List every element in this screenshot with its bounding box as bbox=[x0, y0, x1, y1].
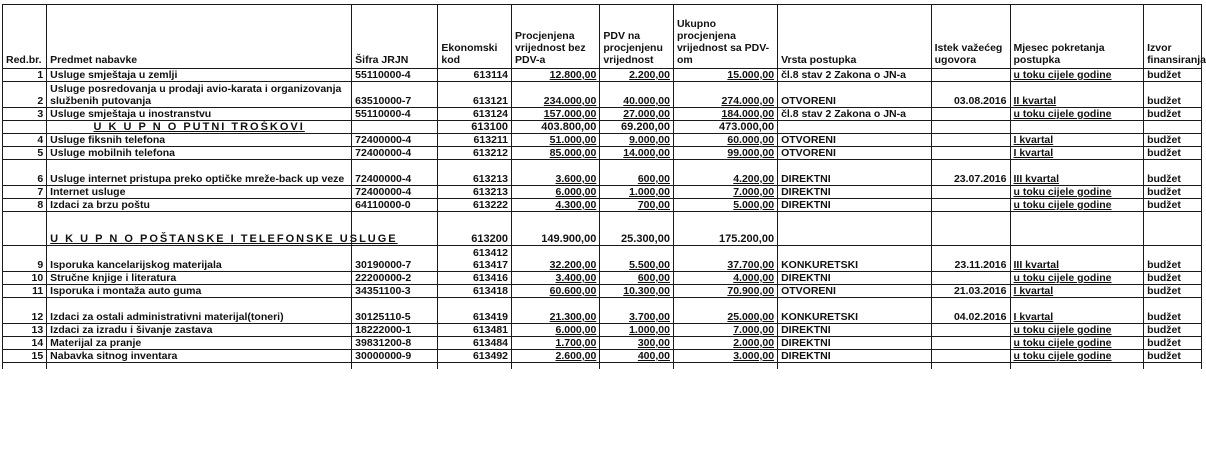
cell-kod: 613222 bbox=[438, 199, 512, 212]
cell-vrsta: čl.8 stav 2 Zakona o JN-a bbox=[778, 108, 932, 121]
cell-mjesec: I kvartal bbox=[1010, 134, 1144, 147]
cell-bez-pdv: 60.600,00 bbox=[512, 285, 600, 298]
cell-bez-pdv: 3.400,00 bbox=[512, 272, 600, 285]
cell-pdv: 700,00 bbox=[600, 199, 674, 212]
cell-ukupno: 175.200,00 bbox=[673, 212, 777, 246]
cell-ukupno: 37.700,00 bbox=[673, 246, 777, 272]
cell-predmet: Izdaci za brzu poštu bbox=[47, 199, 352, 212]
cell-bez-pdv: 4.300,00 bbox=[512, 199, 600, 212]
cell-bez-pdv: 3.600,00 bbox=[512, 160, 600, 186]
cell-sifra: 30000000-9 bbox=[352, 350, 438, 363]
cell-ukupno: 473.000,00 bbox=[673, 121, 777, 134]
header-bez-pdv: Procjenjena vrijednost bez PDV-a bbox=[512, 5, 600, 69]
cell-mjesec: u toku cijele godine bbox=[1010, 337, 1144, 350]
cell-sifra: 30125110-5 bbox=[352, 298, 438, 324]
cell-bez-pdv: 1.700,00 bbox=[512, 337, 600, 350]
cell-vrsta: DIREKTNI bbox=[778, 272, 932, 285]
cell-istek: 04.02.2016 bbox=[931, 298, 1010, 324]
cell-vrsta: OTVORENI bbox=[778, 285, 932, 298]
cell-sifra: 39831200-8 bbox=[352, 337, 438, 350]
cell-sifra: 22200000-2 bbox=[352, 272, 438, 285]
cell-sifra: 18222000-1 bbox=[352, 324, 438, 337]
cell-pdv: 400,00 bbox=[600, 350, 674, 363]
cell-pdv: 1.000,00 bbox=[600, 186, 674, 199]
cell-mjesec: u toku cijele godine bbox=[1010, 350, 1144, 363]
cell-rb: 13 bbox=[3, 324, 47, 337]
cell-predmet: Usluge posredovanja u prodaji avio-karata i organizovanja službenih putovanja bbox=[47, 82, 352, 108]
cell-izvor: budžet bbox=[1144, 324, 1202, 337]
cell-istek bbox=[931, 199, 1010, 212]
table-row bbox=[3, 186, 1202, 199]
cell-istek bbox=[931, 186, 1010, 199]
cell-kod: 613200 bbox=[438, 212, 512, 246]
cell-rb: 14 bbox=[3, 337, 47, 350]
cell-istek: 03.08.2016 bbox=[931, 82, 1010, 108]
cell-pdv: 600,00 bbox=[600, 160, 674, 186]
cell-mjesec: u toku cijele godine bbox=[1010, 272, 1144, 285]
cell-istek: 23.11.2016 bbox=[931, 246, 1010, 272]
cell-istek bbox=[931, 350, 1010, 363]
cell-pdv: 69.200,00 bbox=[600, 121, 674, 134]
cell-kod: 613418 bbox=[438, 285, 512, 298]
cell-pdv: 27.000,00 bbox=[600, 108, 674, 121]
cell-rb: 11 bbox=[3, 285, 47, 298]
cell-ukupno: 15.000,00 bbox=[673, 69, 777, 82]
header-row bbox=[3, 5, 1202, 69]
cell-rb: 10 bbox=[3, 272, 47, 285]
table-row bbox=[3, 298, 1202, 324]
cell-izvor: budžet bbox=[1144, 82, 1202, 108]
cell-predmet: Stručne knjige i literatura bbox=[47, 272, 352, 285]
cell-sifra: 55110000-4 bbox=[352, 69, 438, 82]
cell-izvor: budžet bbox=[1144, 69, 1202, 82]
subtotal-row bbox=[3, 121, 1202, 134]
cell-mjesec: I kvartal bbox=[1010, 298, 1144, 324]
cell-kod: 613100 bbox=[438, 121, 512, 134]
header-rb: Red.br. bbox=[3, 5, 47, 69]
cell-predmet: Nabavka sitnog inventara bbox=[47, 350, 352, 363]
cell-vrsta: DIREKTNI bbox=[778, 160, 932, 186]
cell-ukupno: 5.000,00 bbox=[673, 199, 777, 212]
cell-istek bbox=[931, 324, 1010, 337]
cell-rb: 8 bbox=[3, 199, 47, 212]
cell-mjesec: I kvartal bbox=[1010, 285, 1144, 298]
cell-izvor: budžet bbox=[1144, 350, 1202, 363]
cell-vrsta: čl.8 stav 2 Zakona o JN-a bbox=[778, 69, 932, 82]
cell-rb: 4 bbox=[3, 134, 47, 147]
cell-istek bbox=[931, 337, 1010, 350]
cell-sifra: 55110000-4 bbox=[352, 108, 438, 121]
cell-izvor: budžet bbox=[1144, 285, 1202, 298]
cell-vrsta: OTVORENI bbox=[778, 147, 932, 160]
cell-rb: 1 bbox=[3, 69, 47, 82]
cell-sifra: 34351100-3 bbox=[352, 285, 438, 298]
cell-predmet: Usluge smještaja u inostranstvu bbox=[47, 108, 352, 121]
cell-pdv: 300,00 bbox=[600, 337, 674, 350]
cell-ukupno: 7.000,00 bbox=[673, 324, 777, 337]
cell-rb: 12 bbox=[3, 298, 47, 324]
cell-sifra: 72400000-4 bbox=[352, 147, 438, 160]
cell-ukupno: 70.900,00 bbox=[673, 285, 777, 298]
cell-mjesec: u toku cijele godine bbox=[1010, 186, 1144, 199]
cell-rb: 7 bbox=[3, 186, 47, 199]
cell-rb: 3 bbox=[3, 108, 47, 121]
cell-mjesec: II kvartal bbox=[1010, 82, 1144, 108]
cell-vrsta: DIREKTNI bbox=[778, 350, 932, 363]
cell-pdv: 9.000,00 bbox=[600, 134, 674, 147]
cell-vrsta: DIREKTNI bbox=[778, 199, 932, 212]
cell-kod: 613481 bbox=[438, 324, 512, 337]
cell-izvor: budžet bbox=[1144, 337, 1202, 350]
cell-izvor bbox=[1144, 212, 1202, 246]
cell-predmet: Usluge fiksnih telefona bbox=[47, 134, 352, 147]
cell-istek bbox=[931, 134, 1010, 147]
cell-predmet: Isporuka i montaža auto guma bbox=[47, 285, 352, 298]
cell-bez-pdv: 6.000,00 bbox=[512, 186, 600, 199]
table-row bbox=[3, 134, 1202, 147]
cell-bez-pdv: 32.200,00 bbox=[512, 246, 600, 272]
table-row bbox=[3, 350, 1202, 363]
header-istek: Istek važećeg ugovora bbox=[931, 5, 1010, 69]
table-row bbox=[3, 147, 1202, 160]
cell-kod: 613412 613417 bbox=[438, 246, 512, 272]
cell-pdv: 600,00 bbox=[600, 272, 674, 285]
cell-mjesec: u toku cijele godine bbox=[1010, 69, 1144, 82]
cell-ukupno: 184.000,00 bbox=[673, 108, 777, 121]
subtotal-row bbox=[3, 212, 1202, 246]
cell-ukupno: 25.000,00 bbox=[673, 298, 777, 324]
cell-rb: 2 bbox=[3, 82, 47, 108]
cell-bez-pdv: 51.000,00 bbox=[512, 134, 600, 147]
header-pdv: PDV na procjenjenu vrijednost bbox=[600, 5, 674, 69]
cell-sifra: 72400000-4 bbox=[352, 186, 438, 199]
cell-sifra: 64110000-0 bbox=[352, 199, 438, 212]
cell-izvor: budžet bbox=[1144, 160, 1202, 186]
cell-predmet: Isporuka kancelarijskog materijala bbox=[47, 246, 352, 272]
header-ukupno: Ukupno procjenjena vrijednost sa PDV-om bbox=[673, 5, 777, 69]
table-row bbox=[3, 337, 1202, 350]
cell-ukupno: 2.000,00 bbox=[673, 337, 777, 350]
cell-ukupno: 4.000,00 bbox=[673, 272, 777, 285]
cell-pdv: 3.700,00 bbox=[600, 298, 674, 324]
cell-bez-pdv: 12.800,00 bbox=[512, 69, 600, 82]
cell-predmet: Usluge mobilnih telefona bbox=[47, 147, 352, 160]
cell-bez-pdv: 2.600,00 bbox=[512, 350, 600, 363]
cell-izvor: budžet bbox=[1144, 272, 1202, 285]
cell-bez-pdv: 157.000,00 bbox=[512, 108, 600, 121]
cell-vrsta: OTVORENI bbox=[778, 82, 932, 108]
cell-ukupno: 60.000,00 bbox=[673, 134, 777, 147]
cell-pdv: 10.300,00 bbox=[600, 285, 674, 298]
cell-vrsta: DIREKTNI bbox=[778, 337, 932, 350]
table-row bbox=[3, 285, 1202, 298]
header-vrsta: Vrsta postupka bbox=[778, 5, 932, 69]
cell-rb: 9 bbox=[3, 246, 47, 272]
cell-sifra: 63510000-7 bbox=[352, 82, 438, 108]
cell-predmet: U K U P N O PUTNI TROŠKOVI bbox=[47, 121, 352, 134]
cut-off-cell bbox=[1010, 363, 1144, 370]
cell-kod: 613212 bbox=[438, 147, 512, 160]
cell-kod: 613416 bbox=[438, 272, 512, 285]
cell-izvor: budžet bbox=[1144, 108, 1202, 121]
cell-istek bbox=[931, 212, 1010, 246]
cell-mjesec bbox=[1010, 212, 1144, 246]
header-mjesec: Mjesec pokretanja postupka bbox=[1010, 5, 1144, 69]
cell-sifra: 72400000-4 bbox=[352, 134, 438, 147]
table-row bbox=[3, 199, 1202, 212]
header-sifra: Šifra JRJN bbox=[352, 5, 438, 69]
cell-istek bbox=[931, 147, 1010, 160]
cell-rb bbox=[3, 121, 47, 134]
cell-vrsta bbox=[778, 212, 932, 246]
cell-kod: 613114 bbox=[438, 69, 512, 82]
cell-rb: 15 bbox=[3, 350, 47, 363]
cell-ukupno: 3.000,00 bbox=[673, 350, 777, 363]
cell-rb bbox=[3, 212, 47, 246]
cut-off-cell bbox=[600, 363, 674, 370]
cell-izvor: budžet bbox=[1144, 134, 1202, 147]
cell-rb: 6 bbox=[3, 160, 47, 186]
cell-bez-pdv: 21.300,00 bbox=[512, 298, 600, 324]
header-predmet: Predmet nabavke bbox=[47, 5, 352, 69]
cell-kod: 613213 bbox=[438, 186, 512, 199]
cell-izvor: budžet bbox=[1144, 147, 1202, 160]
cell-izvor: budžet bbox=[1144, 199, 1202, 212]
cell-vrsta: DIREKTNI bbox=[778, 324, 932, 337]
cell-istek bbox=[931, 108, 1010, 121]
cell-istek bbox=[931, 69, 1010, 82]
header-kod: Ekonomski kod bbox=[438, 5, 512, 69]
cut-off-cell bbox=[778, 363, 932, 370]
cell-pdv: 1.000,00 bbox=[600, 324, 674, 337]
cut-off-cell bbox=[512, 363, 600, 370]
cell-kod: 613121 bbox=[438, 82, 512, 108]
cell-ukupno: 4.200,00 bbox=[673, 160, 777, 186]
procurement-table bbox=[2, 4, 1206, 369]
cell-istek bbox=[931, 272, 1010, 285]
cell-mjesec: III kvartal bbox=[1010, 246, 1144, 272]
header-izvor: Izvor finansiranja bbox=[1144, 5, 1202, 69]
cell-istek: 23.07.2016 bbox=[931, 160, 1010, 186]
cell-pdv: 40.000,00 bbox=[600, 82, 674, 108]
cell-mjesec: u toku cijele godine bbox=[1010, 108, 1144, 121]
cell-predmet: Internet usluge bbox=[47, 186, 352, 199]
table-row bbox=[3, 324, 1202, 337]
cell-vrsta bbox=[778, 121, 932, 134]
table-row bbox=[3, 108, 1202, 121]
table-row bbox=[3, 69, 1202, 82]
cell-kod: 613211 bbox=[438, 134, 512, 147]
cut-off-cell bbox=[438, 363, 512, 370]
cell-bez-pdv: 234.000,00 bbox=[512, 82, 600, 108]
cell-pdv: 25.300,00 bbox=[600, 212, 674, 246]
cell-bez-pdv: 149.900,00 bbox=[512, 212, 600, 246]
cell-vrsta: OTVORENI bbox=[778, 134, 932, 147]
cell-sifra: 72400000-4 bbox=[352, 160, 438, 186]
cell-rb: 5 bbox=[3, 147, 47, 160]
cell-bez-pdv: 403.800,00 bbox=[512, 121, 600, 134]
table-row bbox=[3, 82, 1202, 108]
cell-bez-pdv: 85.000,00 bbox=[512, 147, 600, 160]
cell-istek bbox=[931, 121, 1010, 134]
cell-ukupno: 274.000,00 bbox=[673, 82, 777, 108]
cell-ukupno: 99.000,00 bbox=[673, 147, 777, 160]
cut-off-cell bbox=[931, 363, 1010, 370]
cell-sifra: 30190000-7 bbox=[352, 246, 438, 272]
cell-vrsta: KONKURETSKI bbox=[778, 246, 932, 272]
cut-off-cell bbox=[673, 363, 777, 370]
cell-bez-pdv: 6.000,00 bbox=[512, 324, 600, 337]
cell-predmet: Izdaci za izradu i šivanje zastava bbox=[47, 324, 352, 337]
procurement-plan-sheet bbox=[2, 4, 1206, 369]
cell-ukupno: 7.000,00 bbox=[673, 186, 777, 199]
cell-kod: 613419 bbox=[438, 298, 512, 324]
cell-pdv: 5.500,00 bbox=[600, 246, 674, 272]
cell-mjesec: I kvartal bbox=[1010, 147, 1144, 160]
cell-izvor: budžet bbox=[1144, 246, 1202, 272]
cut-off-cell bbox=[1144, 363, 1202, 370]
cell-predmet: Usluge smještaja u zemlji bbox=[47, 69, 352, 82]
cell-kod: 613213 bbox=[438, 160, 512, 186]
cell-vrsta: DIREKTNI bbox=[778, 186, 932, 199]
table-row bbox=[3, 272, 1202, 285]
cell-predmet: Materijal za pranje bbox=[47, 337, 352, 350]
cell-izvor bbox=[1144, 121, 1202, 134]
cell-pdv: 14.000,00 bbox=[600, 147, 674, 160]
cell-sifra bbox=[352, 121, 438, 134]
cell-mjesec: u toku cijele godine bbox=[1010, 324, 1144, 337]
cut-off-cell bbox=[3, 363, 47, 370]
cut-off-cell bbox=[47, 363, 352, 370]
cell-predmet: Usluge internet pristupa preko optičke mreže-back up veze bbox=[47, 160, 352, 186]
cut-off-cell bbox=[352, 363, 438, 370]
table-row bbox=[3, 246, 1202, 272]
cell-mjesec bbox=[1010, 121, 1144, 134]
cell-kod: 613124 bbox=[438, 108, 512, 121]
cell-predmet: U K U P N O POŠTANSKE I TELEFONSKE USLUGE bbox=[47, 212, 352, 246]
cell-mjesec: u toku cijele godine bbox=[1010, 199, 1144, 212]
cell-istek: 21.03.2016 bbox=[931, 285, 1010, 298]
cell-mjesec: III kvartal bbox=[1010, 160, 1144, 186]
cell-pdv: 2.200,00 bbox=[600, 69, 674, 82]
cut-off-row bbox=[3, 363, 1202, 370]
cell-kod: 613484 bbox=[438, 337, 512, 350]
cell-predmet: Izdaci za ostali administrativni materijal(toneri) bbox=[47, 298, 352, 324]
cell-izvor: budžet bbox=[1144, 186, 1202, 199]
cell-vrsta: KONKURETSKI bbox=[778, 298, 932, 324]
table-row bbox=[3, 160, 1202, 186]
table-body bbox=[3, 69, 1202, 370]
cell-izvor: budžet bbox=[1144, 298, 1202, 324]
cell-kod: 613492 bbox=[438, 350, 512, 363]
